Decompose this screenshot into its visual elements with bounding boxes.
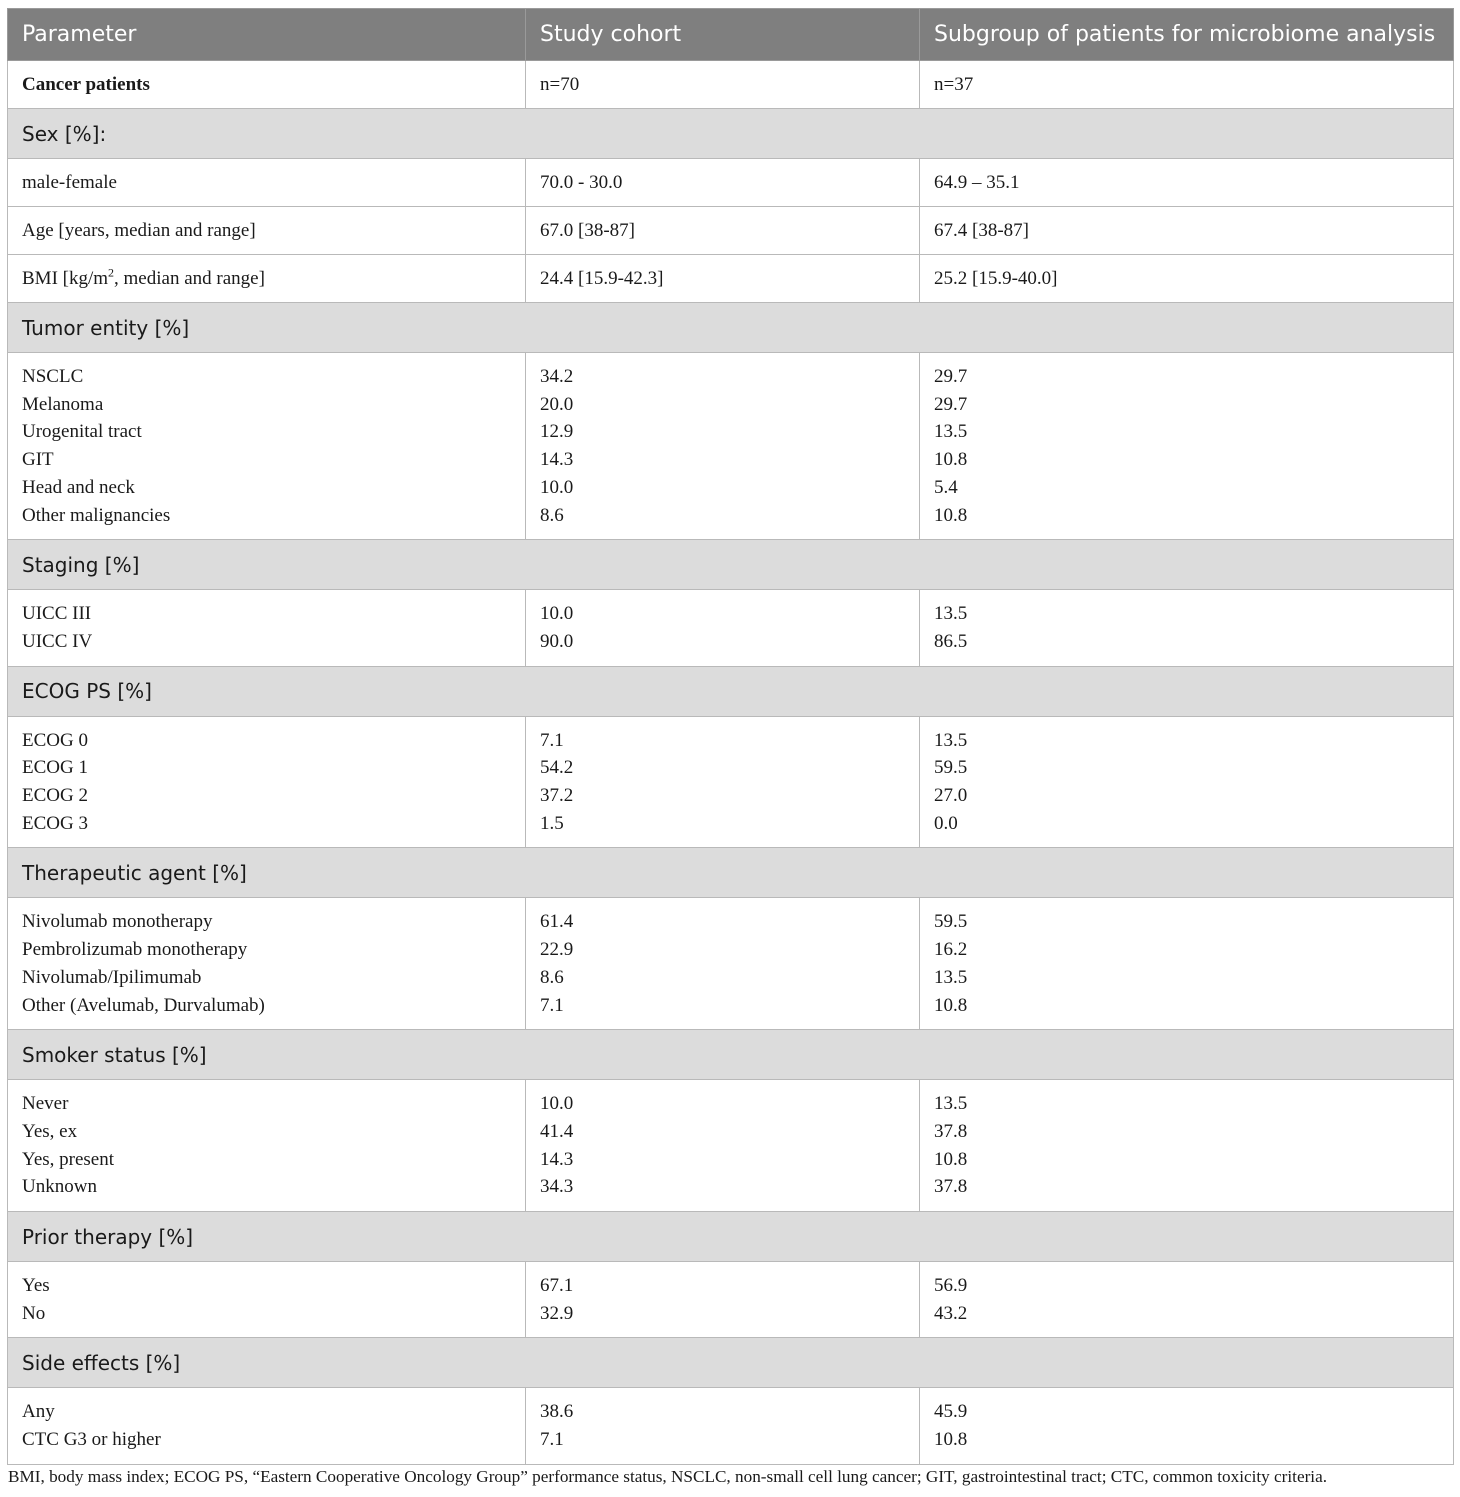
section-header-prior-therapy	[8, 1212, 1454, 1262]
line-item: 8.6	[540, 504, 564, 526]
line-item: 16.2	[934, 939, 968, 961]
line-item: 59.5	[934, 911, 968, 933]
line-item: 10.8	[934, 1429, 968, 1451]
cell-label: Cancer patients	[8, 61, 526, 109]
cell-study	[526, 353, 920, 540]
line-item: No	[22, 1302, 46, 1324]
cell-labels	[8, 1388, 526, 1464]
table-row-smoker-status	[8, 1080, 1454, 1212]
cell-study: n=70	[526, 61, 920, 109]
cell-labels	[8, 716, 526, 848]
section-title: Tumor entity [%]	[8, 303, 1454, 353]
line-item: CTC G3 or higher	[22, 1429, 161, 1451]
line-item: Yes, ex	[22, 1120, 78, 1142]
line-item: 56.9	[934, 1275, 968, 1297]
bmi-label-sup: 2	[108, 265, 115, 280]
line-item: 27.0	[934, 785, 968, 807]
line-item: 13.5	[934, 966, 968, 988]
cell-subgroup: 64.9 – 35.1	[920, 159, 1454, 207]
table-row-therapeutic-agent	[8, 898, 1454, 1030]
line-item: Unknown	[22, 1176, 97, 1198]
table-footnote: BMI, body mass index; ECOG PS, “Eastern Cooperative Oncology Group” performance status, NSCLC, non-small cell lung cancer; GIT, gastrointestinal tract; CTC, common toxicity criteria.	[8, 1467, 1328, 1486]
bmi-label-pre: BMI [kg/m	[22, 267, 109, 289]
line-item: Other malignancies	[22, 504, 171, 526]
table-row-side-effects	[8, 1388, 1454, 1464]
line-item: 59.5	[934, 757, 968, 779]
line-item: 8.6	[540, 966, 564, 988]
line-item: 7.1	[540, 729, 564, 751]
line-item: 37.2	[540, 785, 574, 807]
section-title: ECOG PS [%]	[8, 666, 1454, 716]
section-header-therapeutic-agent	[8, 848, 1454, 898]
table-row-prior-therapy	[8, 1262, 1454, 1338]
section-title: Prior therapy [%]	[8, 1212, 1454, 1262]
line-item: Any	[22, 1401, 55, 1423]
line-item: 29.7	[934, 366, 968, 387]
line-item: 14.3	[540, 449, 574, 471]
cell-study	[526, 1080, 920, 1212]
bmi-label-post: , median and range]	[114, 267, 265, 289]
cell-label	[8, 255, 526, 303]
line-item: Pembrolizumab monotherapy	[22, 939, 248, 961]
line-item: 13.5	[934, 603, 968, 625]
line-item: 5.4	[934, 476, 958, 498]
line-item: Nivolumab monotherapy	[22, 911, 213, 933]
cell-study: 70.0 - 30.0	[526, 159, 920, 207]
line-item: UICC IV	[22, 630, 93, 652]
line-item: NSCLC	[22, 366, 84, 387]
section-title: Side effects [%]	[8, 1338, 1454, 1388]
cell-subgroup	[920, 1262, 1454, 1338]
line-item: 0.0	[934, 812, 958, 834]
cell-subgroup	[920, 590, 1454, 666]
cell-subgroup: 67.4 [38-87]	[920, 207, 1454, 255]
line-item: Yes, present	[22, 1148, 115, 1170]
cell-subgroup	[920, 353, 1454, 540]
table-row-age	[8, 207, 1454, 255]
line-item: Other (Avelumab, Durvalumab)	[22, 994, 265, 1016]
line-item: ECOG 2	[22, 785, 88, 807]
line-item: ECOG 1	[22, 757, 88, 779]
line-item: 29.7	[934, 393, 968, 415]
line-item: 38.6	[540, 1401, 574, 1423]
line-item: 12.9	[540, 421, 574, 443]
cell-study	[526, 1388, 920, 1464]
table-row-bmi	[8, 255, 1454, 303]
header-parameter: Parameter	[8, 9, 526, 61]
line-item: 10.8	[934, 504, 968, 526]
cell-labels	[8, 353, 526, 540]
section-header-side-effects	[8, 1338, 1454, 1388]
line-item: 22.9	[540, 939, 574, 961]
line-item: 32.9	[540, 1302, 574, 1324]
cell-study	[526, 1262, 920, 1338]
line-item: 10.0	[540, 603, 574, 625]
cell-study: 24.4 [15.9-42.3]	[526, 255, 920, 303]
table-row-ecog-ps	[8, 716, 1454, 848]
cell-labels	[8, 590, 526, 666]
line-item: 13.5	[934, 1093, 968, 1115]
line-item: Melanoma	[22, 393, 104, 415]
cell-subgroup	[920, 1388, 1454, 1464]
line-item: 10.8	[934, 994, 968, 1016]
line-item: 86.5	[934, 630, 968, 652]
header-subgroup: Subgroup of patients for microbiome analysis	[920, 9, 1454, 61]
line-item: 41.4	[540, 1120, 574, 1142]
line-item: 90.0	[540, 630, 574, 652]
line-item: 1.5	[540, 812, 564, 834]
header-study-cohort: Study cohort	[526, 9, 920, 61]
line-item: 67.1	[540, 1275, 574, 1297]
line-item: 61.4	[540, 911, 574, 933]
table-row-staging	[8, 590, 1454, 666]
cell-labels	[8, 1080, 526, 1212]
line-item: ECOG 0	[22, 729, 88, 751]
line-item: 43.2	[934, 1302, 968, 1324]
line-item: 37.8	[934, 1176, 968, 1198]
section-title: Smoker status [%]	[8, 1030, 1454, 1080]
cell-study	[526, 898, 920, 1030]
cell-label: male-female	[8, 159, 526, 207]
cell-study	[526, 716, 920, 848]
line-item: 45.9	[934, 1401, 968, 1423]
line-item: 10.0	[540, 476, 574, 498]
section-title: Therapeutic agent [%]	[8, 848, 1454, 898]
line-item: 10.8	[934, 449, 968, 471]
cell-subgroup	[920, 898, 1454, 1030]
line-item: 13.5	[934, 729, 968, 751]
line-item: Urogenital tract	[22, 421, 142, 443]
line-item: 10.0	[540, 1093, 574, 1115]
table-row-tumor-entity	[8, 353, 1454, 540]
cell-labels	[8, 1262, 526, 1338]
line-item: 7.1	[540, 1429, 564, 1451]
section-title: Staging [%]	[8, 540, 1454, 590]
table-row-male-female	[8, 159, 1454, 207]
section-header-ecog-ps	[8, 666, 1454, 716]
cell-subgroup	[920, 1080, 1454, 1212]
section-header-tumor-entity	[8, 303, 1454, 353]
line-item: 20.0	[540, 393, 574, 415]
section-title: Sex [%]:	[8, 109, 1454, 159]
line-item: 37.8	[934, 1120, 968, 1142]
line-item: 10.8	[934, 1148, 968, 1170]
section-header-smoker-status	[8, 1030, 1454, 1080]
line-item: 34.3	[540, 1176, 574, 1198]
characteristics-table	[7, 8, 1454, 1465]
line-item: 13.5	[934, 421, 968, 443]
line-item: UICC III	[22, 603, 92, 625]
line-item: 14.3	[540, 1148, 574, 1170]
cell-subgroup: 25.2 [15.9-40.0]	[920, 255, 1454, 303]
cell-label: Age [years, median and range]	[8, 207, 526, 255]
table-row-cancer-patients	[8, 61, 1454, 109]
line-item: GIT	[22, 449, 54, 471]
line-item: Never	[22, 1093, 69, 1115]
line-item: 7.1	[540, 994, 564, 1016]
cell-study	[526, 590, 920, 666]
cell-subgroup: n=37	[920, 61, 1454, 109]
cell-subgroup	[920, 716, 1454, 848]
line-item: 54.2	[540, 757, 574, 779]
line-item: Head and neck	[22, 476, 135, 498]
line-item: ECOG 3	[22, 812, 88, 834]
cell-labels	[8, 898, 526, 1030]
line-item: Nivolumab/Ipilimumab	[22, 966, 202, 988]
line-item: Yes	[22, 1275, 50, 1297]
cell-study: 67.0 [38-87]	[526, 207, 920, 255]
table-header-row	[8, 9, 1454, 61]
line-item: 34.2	[540, 366, 574, 387]
section-header-sex	[8, 109, 1454, 159]
section-header-staging	[8, 540, 1454, 590]
